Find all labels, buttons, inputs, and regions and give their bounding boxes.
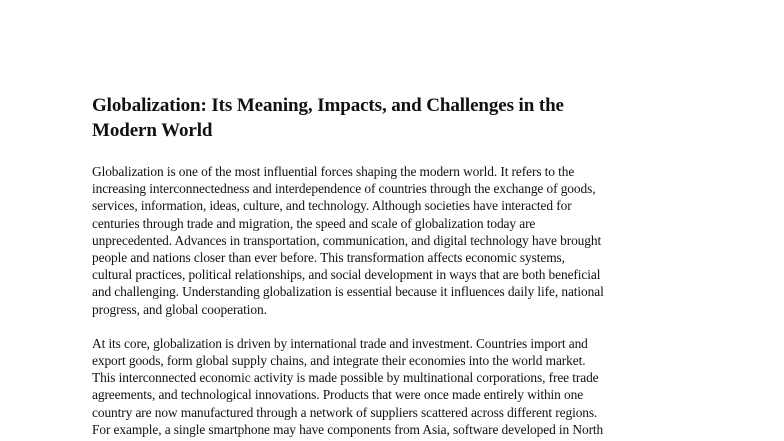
paragraph-line: unprecedented. Advances in transportation, communication, and digital technology have brought (92, 232, 602, 248)
paragraph-line: cultural practices, political relationships, and social development in ways that are both beneficial (92, 267, 601, 283)
paragraph-line: agreements, and technological innovations. Products that were once made entirely within one (92, 387, 584, 403)
paragraph-line: country are now manufactured through a network of suppliers scattered across different regions. (92, 404, 598, 420)
paragraph-line: services, information, ideas, culture, and technology. Although societies have interacted for (92, 198, 572, 214)
paragraph-line: export goods, form global supply chains, and integrate their economies into the world market. (92, 353, 586, 369)
paragraph-line: For example, a single smartphone may have components from Asia, software developed in North (92, 421, 604, 437)
paragraph-line: people and nations closer than ever before. This transformation affects economic systems, (92, 250, 565, 266)
document-content (92, 93, 702, 438)
paragraph-line: progress, and global cooperation. (92, 301, 267, 317)
title-line: Globalization: Its Meaning, Impacts, and Challenges in the (92, 95, 564, 116)
paragraph-line: increasing interconnectedness and interdependence of countries through the exchange of goods, (92, 181, 596, 197)
title-line: Modern World (92, 120, 213, 141)
paragraph-line: At its core, globalization is driven by international trade and investment. Countries import and (92, 335, 588, 351)
paragraph-intro (92, 163, 702, 318)
paragraph-line: centuries through trade and migration, the speed and scale of globalization today are (92, 215, 536, 231)
paragraph-economics (92, 335, 702, 438)
paragraph-line: Globalization is one of the most influential forces shaping the modern world. It refers to the (92, 164, 575, 179)
paragraph-line: and challenging. Understanding globalization is essential because it influences daily life, national (92, 284, 604, 300)
document-title (92, 93, 702, 143)
paragraph-line: This interconnected economic activity is made possible by multinational corporations, free trade (92, 370, 599, 386)
